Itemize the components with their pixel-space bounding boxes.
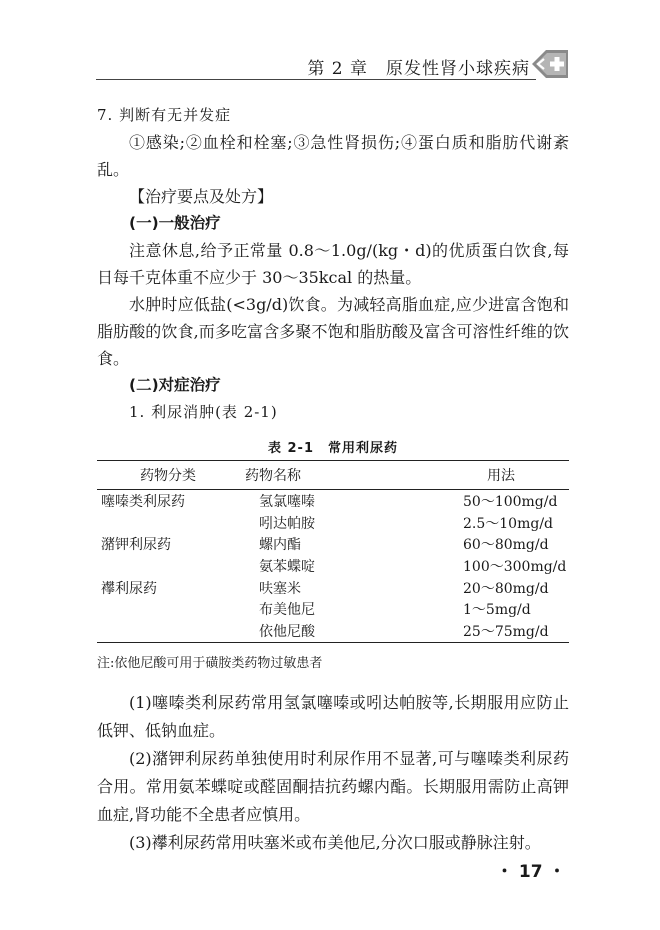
general-treatment-heading: (一)一般治疗: [129, 214, 221, 232]
drug-name-cell: 呋塞米: [259, 580, 301, 597]
dosage-cell: 60～80mg/d: [463, 537, 549, 554]
diuretic-paragraph-1: (1)噻嗪类利尿药常用氢氯噻嗪或吲达帕胺等,长期服用应防止低钾、低钠血症。: [97, 693, 569, 740]
drug-name-cell: 氢氯噻嗪: [259, 493, 315, 510]
chapter-title: 第 2 章 原发性肾小球疾病: [307, 59, 530, 79]
diuretic-paragraph-2: (2)潴钾利尿药单独使用时利尿作用不显著,可与噻嗪类利尿药合用。常用氨苯蝶啶或醛固酮拮抗药螺内酯。长期服用需防止高钾血症,肾功能不全患者应慎用。: [97, 749, 569, 824]
dosage-cell: 1～5mg/d: [463, 602, 531, 619]
general-paragraph-1: 注意休息,给予正常量 0.8～1.0g/(kg・d)的优质蛋白饮食,每日每千克体重不应少于 30～35kcal 的热量。: [97, 241, 569, 287]
treatment-heading: 【治疗要点及处方】: [129, 187, 274, 206]
table-row: [97, 598, 569, 620]
column-header: 药物名称: [235, 461, 423, 490]
after-table-content: [97, 689, 569, 857]
drug-name-cell: 依他尼酸: [235, 620, 423, 642]
table-row: [97, 620, 569, 642]
table-row: [97, 533, 569, 555]
drug-class-cell: [97, 620, 235, 642]
diuresis-title: 1. 利尿消肿(表 2-1): [129, 403, 278, 421]
column-header: 药物分类: [97, 461, 235, 490]
table-caption: 表 2-1 常用利尿药: [267, 441, 398, 456]
drug-class-cell: 潴钾利尿药: [101, 537, 171, 554]
dosage-cell: 50～100mg/d: [463, 493, 558, 510]
general-paragraph-2: 水肿时应低盐(<3g/d)饮食。为减轻高脂血症,应少进富含饱和脂肪酸的饮食,而多吃富含多聚不饱和脂肪酸及富含可溶性纤维的饮食。: [97, 295, 569, 368]
table-row: [97, 577, 569, 599]
dosage-cell: 2.5～10mg/d: [463, 515, 553, 532]
dosage-cell: 100～300mg/d: [463, 558, 567, 575]
header-rule: [96, 79, 536, 80]
table-header-row: [97, 461, 569, 490]
symptomatic-treatment-heading: (二)对症治疗: [129, 376, 221, 394]
dosage-cell: 20～80mg/d: [463, 580, 549, 597]
column-header: 用法: [423, 461, 569, 490]
running-header: [96, 48, 566, 84]
drug-name-cell: 氨苯蝶啶: [259, 558, 315, 575]
drug-name-cell: 布美他尼: [259, 602, 315, 619]
item7-title: 7. 判断有无并发症: [97, 106, 232, 124]
page-number: ・ 17 ・: [496, 862, 566, 882]
diuretic-paragraph-3: (3)襻利尿药常用呋塞米或布美他尼,分次口服或静脉注射。: [129, 833, 541, 852]
drug-name-cell: 螺内酯: [259, 537, 301, 554]
table-row: [97, 512, 569, 534]
drug-class-cell: [97, 555, 235, 577]
drug-name-cell: 吲达帕胺: [259, 515, 315, 532]
drug-class-cell: [97, 512, 235, 534]
table-row: [97, 555, 569, 577]
medical-cross-icon: [528, 46, 570, 82]
dosage-cell: 25～75mg/d: [423, 620, 569, 642]
drug-class-cell: 噻嗪类利尿药: [101, 493, 185, 510]
drug-class-cell: 襻利尿药: [101, 580, 157, 597]
drug-class-cell: [97, 598, 235, 620]
diuretics-table: [97, 460, 569, 643]
table-row: [97, 490, 569, 512]
main-content: [97, 102, 569, 426]
item7-text: ①感染;②血栓和栓塞;③急性肾损伤;④蛋白质和脂肪代谢紊乱。: [97, 133, 569, 179]
table-note: 注:依他尼酸可用于磺胺类药物过敏患者: [97, 656, 323, 671]
